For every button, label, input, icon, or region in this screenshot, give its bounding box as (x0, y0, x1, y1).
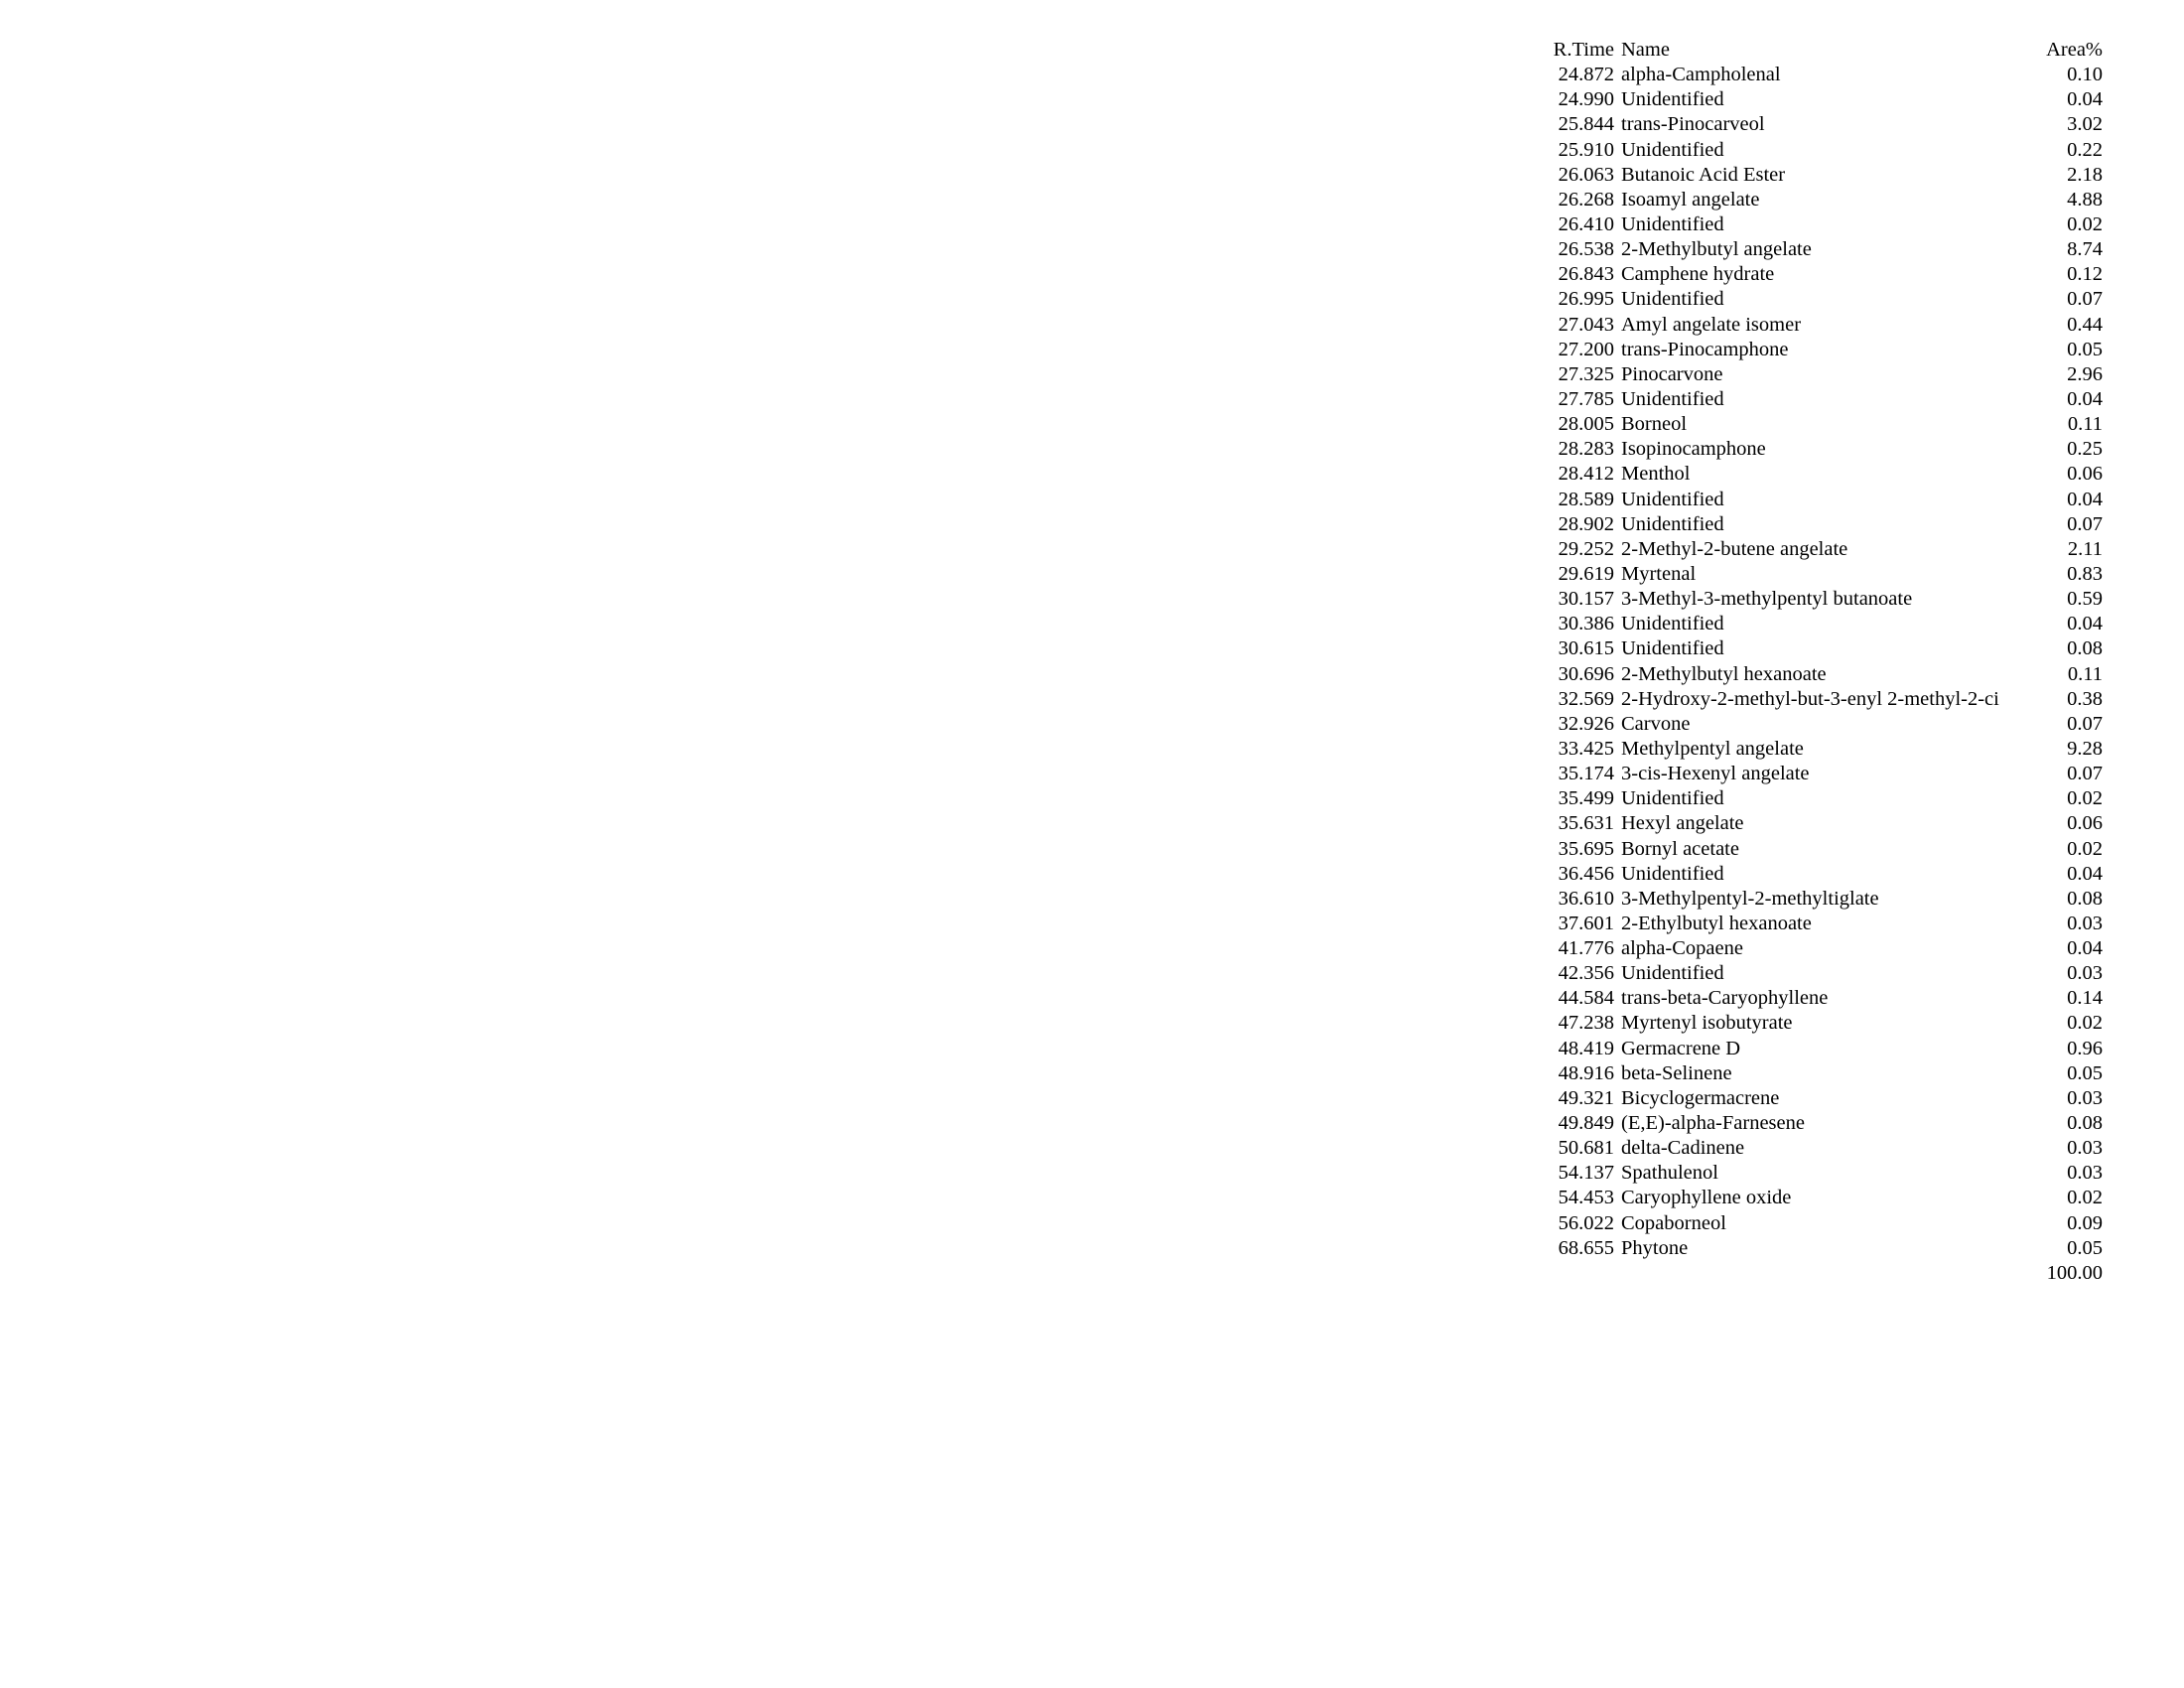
area-cell: 0.04 (2067, 862, 2103, 885)
table-row (1529, 437, 2124, 462)
area-cell: 0.08 (2067, 1112, 2103, 1135)
table-row (1529, 986, 2124, 1011)
rtime-cell: 27.200 (1558, 338, 1614, 360)
table-row (1529, 112, 2124, 137)
table-row (1529, 912, 2124, 936)
area-cell: 0.09 (2067, 1211, 2103, 1234)
name-cell: Germacrene D (1621, 1037, 1741, 1059)
table-row (1529, 737, 2124, 762)
rtime-cell: 28.283 (1558, 438, 1614, 461)
table-row (1529, 1037, 2124, 1061)
table-row (1529, 212, 2124, 237)
area-cell: 0.02 (2067, 1012, 2103, 1035)
table-row (1529, 338, 2124, 362)
area-cell: 0.03 (2067, 912, 2103, 934)
rtime-cell: 24.872 (1558, 64, 1614, 86)
name-cell: 3-Methyl-3-methylpentyl butanoate (1621, 588, 1913, 611)
table-row (1529, 762, 2124, 786)
rtime-cell: 27.785 (1558, 387, 1614, 410)
area-cell: 4.88 (2067, 188, 2103, 211)
table-body (1529, 63, 2124, 1261)
name-cell: 2-Ethylbutyl hexanoate (1621, 912, 1812, 934)
rtime-cell: 36.610 (1558, 887, 1614, 910)
area-cell: 0.04 (2067, 387, 2103, 410)
rtime-cell: 50.681 (1558, 1137, 1614, 1160)
area-cell: 0.11 (2067, 413, 2103, 436)
table-row (1529, 712, 2124, 737)
rtime-cell: 30.157 (1558, 588, 1614, 611)
name-cell: Butanoic Acid Ester (1621, 163, 1786, 186)
rtime-cell: 26.063 (1558, 163, 1614, 186)
table-row (1529, 1136, 2124, 1161)
area-cell: 0.03 (2067, 1137, 2103, 1160)
name-cell: 3-Methylpentyl-2-methyltiglate (1621, 887, 1879, 910)
table-row (1529, 188, 2124, 212)
name-cell: Myrtenyl isobutyrate (1621, 1012, 1793, 1035)
table-row (1529, 1061, 2124, 1086)
name-cell: Bicyclogermacrene (1621, 1086, 1780, 1109)
name-cell: Amyl angelate isomer (1621, 313, 1802, 336)
rtime-cell: 35.174 (1558, 763, 1614, 785)
table-row (1529, 262, 2124, 287)
table-row (1529, 1211, 2124, 1236)
name-cell: Caryophyllene oxide (1621, 1187, 1792, 1209)
total-area: 100.00 (2046, 1261, 2103, 1284)
table-row (1529, 636, 2124, 661)
rtime-cell: 36.456 (1558, 862, 1614, 885)
name-cell: Carvone (1621, 712, 1691, 735)
table-row (1529, 488, 2124, 512)
table-row (1529, 936, 2124, 961)
rtime-cell: 28.902 (1558, 512, 1614, 535)
name-cell: Menthol (1621, 463, 1691, 486)
table-row (1529, 138, 2124, 163)
area-cell: 0.04 (2067, 613, 2103, 635)
area-cell: 3.02 (2067, 113, 2103, 136)
area-cell: 0.04 (2067, 488, 2103, 510)
area-cell: 0.07 (2067, 763, 2103, 785)
area-cell: 0.11 (2067, 662, 2103, 685)
rtime-cell: 56.022 (1558, 1211, 1614, 1234)
area-cell: 0.38 (2067, 687, 2103, 710)
rtime-cell: 26.410 (1558, 212, 1614, 235)
name-cell: Bornyl acetate (1621, 837, 1739, 860)
table-row (1529, 87, 2124, 112)
area-cell: 0.05 (2067, 338, 2103, 360)
rtime-cell: 48.419 (1558, 1037, 1614, 1059)
area-cell: 0.06 (2067, 812, 2103, 835)
rtime-cell: 25.910 (1558, 138, 1614, 161)
table-row (1529, 662, 2124, 687)
name-cell: Spathulenol (1621, 1162, 1718, 1185)
header-area: Area% (2046, 39, 2103, 61)
name-cell: Copaborneol (1621, 1211, 1726, 1234)
table-row (1529, 837, 2124, 862)
rtime-cell: 33.425 (1558, 737, 1614, 760)
table-row (1529, 562, 2124, 587)
table-row (1529, 1111, 2124, 1136)
table-row (1529, 362, 2124, 387)
header-name: Name (1621, 39, 1670, 61)
area-cell: 9.28 (2067, 737, 2103, 760)
area-cell: 0.02 (2067, 787, 2103, 810)
table-row (1529, 1236, 2124, 1261)
table-row (1529, 412, 2124, 437)
table-row (1529, 786, 2124, 811)
name-cell: Myrtenal (1621, 562, 1697, 585)
area-cell: 0.12 (2067, 263, 2103, 286)
area-cell: 2.96 (2067, 362, 2103, 385)
name-cell: beta-Selinene (1621, 1061, 1732, 1084)
area-cell: 0.04 (2067, 88, 2103, 111)
area-cell: 0.96 (2067, 1037, 2103, 1059)
name-cell: Methylpentyl angelate (1621, 737, 1804, 760)
rtime-cell: 30.386 (1558, 613, 1614, 635)
table-row (1529, 387, 2124, 412)
area-cell: 0.07 (2067, 712, 2103, 735)
rtime-cell: 26.995 (1558, 288, 1614, 311)
name-cell: trans-Pinocamphone (1621, 338, 1789, 360)
table-row (1529, 887, 2124, 912)
area-cell: 0.10 (2067, 64, 2103, 86)
table-row (1529, 1161, 2124, 1186)
rtime-cell: 27.325 (1558, 362, 1614, 385)
area-cell: 0.03 (2067, 1086, 2103, 1109)
name-cell: Borneol (1621, 413, 1688, 436)
table-row (1529, 811, 2124, 836)
name-cell: delta-Cadinene (1621, 1137, 1745, 1160)
name-cell: Unidentified (1621, 613, 1724, 635)
rtime-cell: 37.601 (1558, 912, 1614, 934)
rtime-cell: 48.916 (1558, 1061, 1614, 1084)
area-cell: 2.18 (2067, 163, 2103, 186)
table-row (1529, 163, 2124, 188)
area-cell: 0.22 (2067, 138, 2103, 161)
name-cell: Unidentified (1621, 962, 1724, 985)
name-cell: (E,E)-alpha-Farnesene (1621, 1112, 1805, 1135)
area-cell: 0.02 (2067, 837, 2103, 860)
name-cell: Camphene hydrate (1621, 263, 1775, 286)
name-cell: Unidentified (1621, 787, 1724, 810)
name-cell: 2-Hydroxy-2-methyl-but-3-enyl 2-methyl-2-ci (1621, 687, 1999, 710)
rtime-cell: 28.589 (1558, 488, 1614, 510)
rtime-cell: 35.695 (1558, 837, 1614, 860)
name-cell: alpha-Campholenal (1621, 64, 1781, 86)
area-cell: 0.08 (2067, 637, 2103, 660)
name-cell: Isopinocamphone (1621, 438, 1766, 461)
table-row (1529, 237, 2124, 262)
table-row (1529, 1086, 2124, 1111)
name-cell: Unidentified (1621, 862, 1724, 885)
table-row (1529, 961, 2124, 986)
header-rtime: R.Time (1553, 39, 1614, 61)
rtime-cell: 54.453 (1558, 1187, 1614, 1209)
name-cell: Phytone (1621, 1236, 1689, 1259)
name-cell: alpha-Copaene (1621, 937, 1743, 960)
area-cell: 0.05 (2067, 1061, 2103, 1084)
table-row (1529, 612, 2124, 636)
table-row (1529, 462, 2124, 487)
rtime-cell: 29.619 (1558, 562, 1614, 585)
area-cell: 0.04 (2067, 937, 2103, 960)
rtime-cell: 32.569 (1558, 687, 1614, 710)
table-row (1529, 313, 2124, 338)
rtime-cell: 26.538 (1558, 238, 1614, 261)
rtime-cell: 42.356 (1558, 962, 1614, 985)
area-cell: 8.74 (2067, 238, 2103, 261)
table-header (1529, 38, 2124, 63)
rtime-cell: 26.843 (1558, 263, 1614, 286)
name-cell: Unidentified (1621, 212, 1724, 235)
rtime-cell: 49.849 (1558, 1112, 1614, 1135)
rtime-cell: 30.696 (1558, 662, 1614, 685)
name-cell: Isoamyl angelate (1621, 188, 1760, 211)
rtime-cell: 25.844 (1558, 113, 1614, 136)
name-cell: Unidentified (1621, 288, 1724, 311)
table-row (1529, 587, 2124, 612)
area-cell: 0.03 (2067, 962, 2103, 985)
name-cell: Unidentified (1621, 512, 1724, 535)
rtime-cell: 32.926 (1558, 712, 1614, 735)
rtime-cell: 35.499 (1558, 787, 1614, 810)
rtime-cell: 28.005 (1558, 413, 1614, 436)
rtime-cell: 30.615 (1558, 637, 1614, 660)
area-cell: 0.07 (2067, 512, 2103, 535)
table-total-row (1529, 1261, 2124, 1286)
name-cell: 2-Methylbutyl hexanoate (1621, 662, 1827, 685)
name-cell: trans-beta-Caryophyllene (1621, 987, 1829, 1010)
table-row (1529, 63, 2124, 87)
name-cell: 2-Methylbutyl angelate (1621, 238, 1812, 261)
table-row (1529, 512, 2124, 537)
name-cell: trans-Pinocarveol (1621, 113, 1765, 136)
area-cell: 0.59 (2067, 588, 2103, 611)
rtime-cell: 35.631 (1558, 812, 1614, 835)
rtime-cell: 27.043 (1558, 313, 1614, 336)
rtime-cell: 28.412 (1558, 463, 1614, 486)
table-row (1529, 862, 2124, 887)
table-row (1529, 687, 2124, 712)
name-cell: 2-Methyl-2-butene angelate (1621, 537, 1848, 560)
area-cell: 0.07 (2067, 288, 2103, 311)
area-cell: 0.08 (2067, 887, 2103, 910)
area-cell: 0.44 (2067, 313, 2103, 336)
rtime-cell: 68.655 (1558, 1236, 1614, 1259)
area-cell: 0.02 (2067, 1187, 2103, 1209)
rtime-cell: 24.990 (1558, 88, 1614, 111)
area-cell: 0.14 (2067, 987, 2103, 1010)
area-cell: 0.05 (2067, 1236, 2103, 1259)
rtime-cell: 47.238 (1558, 1012, 1614, 1035)
rtime-cell: 26.268 (1558, 188, 1614, 211)
table-row (1529, 1011, 2124, 1036)
rtime-cell: 49.321 (1558, 1086, 1614, 1109)
table-row (1529, 537, 2124, 562)
area-cell: 0.02 (2067, 212, 2103, 235)
name-cell: 3-cis-Hexenyl angelate (1621, 763, 1810, 785)
rtime-cell: 44.584 (1558, 987, 1614, 1010)
name-cell: Unidentified (1621, 88, 1724, 111)
area-cell: 0.03 (2067, 1162, 2103, 1185)
table-row (1529, 1186, 2124, 1210)
table-row (1529, 287, 2124, 312)
name-cell: Unidentified (1621, 637, 1724, 660)
area-cell: 0.06 (2067, 463, 2103, 486)
area-cell: 0.83 (2067, 562, 2103, 585)
name-cell: Unidentified (1621, 488, 1724, 510)
area-cell: 0.25 (2067, 438, 2103, 461)
name-cell: Unidentified (1621, 138, 1724, 161)
rtime-cell: 54.137 (1558, 1162, 1614, 1185)
rtime-cell: 29.252 (1558, 537, 1614, 560)
results-table (1529, 38, 2124, 1286)
name-cell: Unidentified (1621, 387, 1724, 410)
rtime-cell: 41.776 (1558, 937, 1614, 960)
name-cell: Pinocarvone (1621, 362, 1723, 385)
name-cell: Hexyl angelate (1621, 812, 1744, 835)
area-cell: 2.11 (2067, 537, 2103, 560)
